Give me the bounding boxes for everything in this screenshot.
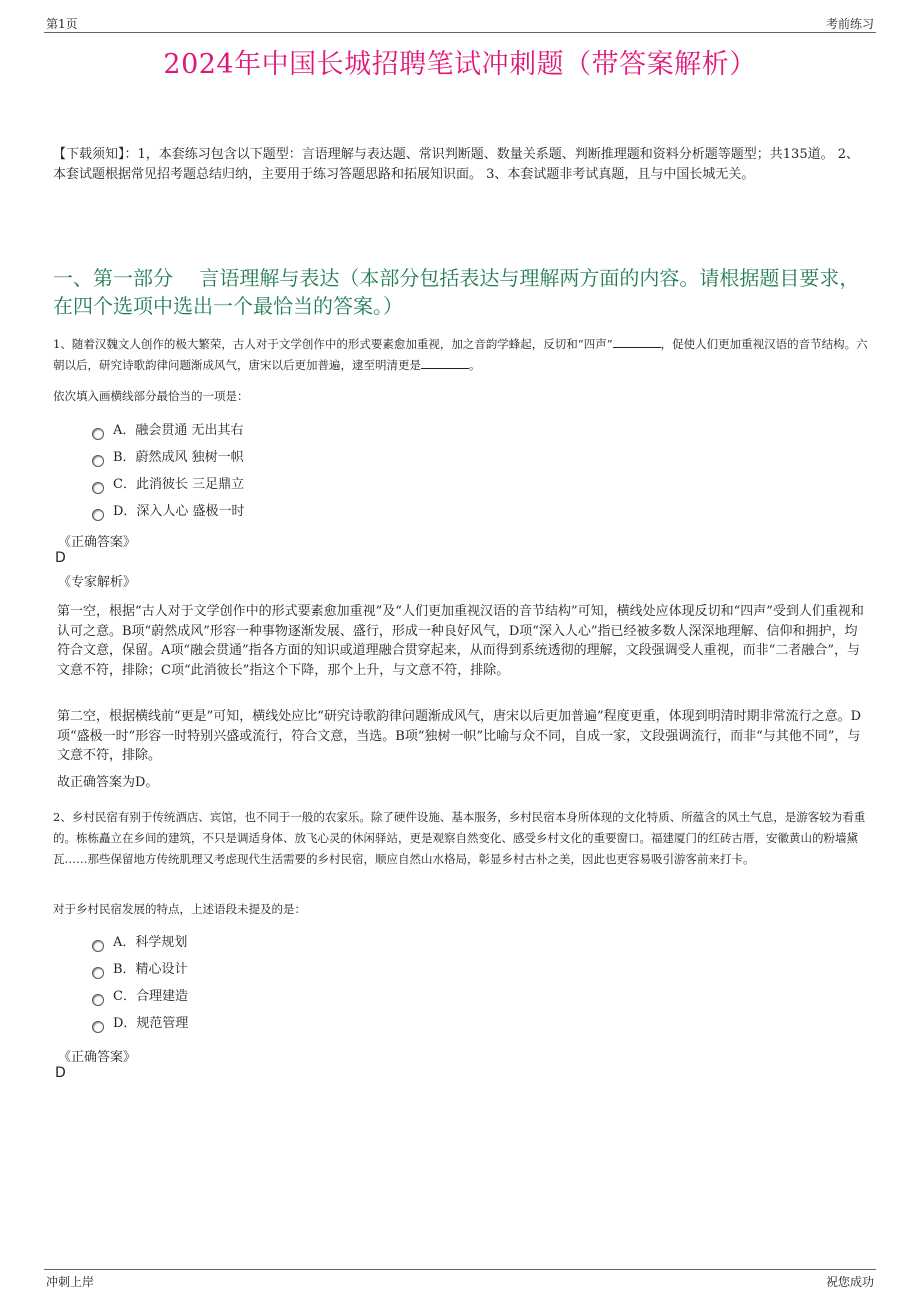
analysis-conclusion: 故正确答案为D。 <box>57 775 159 790</box>
radio-icon[interactable] <box>92 428 104 440</box>
footer-right: 祝您成功 <box>825 1275 874 1289</box>
radio-icon[interactable] <box>92 967 104 979</box>
radio-icon[interactable] <box>92 1021 104 1033</box>
correct-answer: D <box>55 550 66 566</box>
radio-icon[interactable] <box>92 994 104 1006</box>
fill-blank <box>421 356 469 369</box>
question-2-text: 2、乡村民宿有别于传统酒店、宾馆，也不同于一般的农家乐。除了硬件设施、基本服务，乡村民宿本身所体现的文化特质、所蕴含的风土气息，是游客较为看重的。栋栋矗立在乡间的建筑，不只是调适身体、放飞心灵的休闲驿站，更是观察自然变化、感受乡村文化的重要窗口。福建厦门的红砖古厝，安徽黄山的粉墙黛瓦……那些保留地方传统肌理又考虑现代生活需要的乡村民宿，顺应自然山水格局，彰显乡村古朴之美，因此也更容易吸引游客前来打卡。 <box>53 810 866 866</box>
footer-left: 冲刺上岸 <box>46 1275 95 1289</box>
question-1-prompt: 依次填入画横线部分最恰当的一项是： <box>53 389 249 403</box>
answer-tag: 《正确答案》 <box>58 1050 137 1065</box>
page-number: 第1页 <box>46 17 78 31</box>
radio-icon[interactable] <box>92 940 104 952</box>
answer-tag: 《正确答案》 <box>58 535 137 550</box>
header-category: 考前练习 <box>825 17 874 31</box>
download-notice: 【下载须知】：1，本套练习包含以下题型：言语理解与表达题、常识判断题、数量关系题、判断推理题和资料分析题等题型；共135道。 2、本套试题根据常见招考题总结归纳，主要用于练习答题思路和拓展知识面。 3、本套试题非考试真题，且与中国长城无关。 <box>53 147 859 182</box>
fill-blank <box>613 335 661 348</box>
document-title: 2024年中国长城招聘笔试冲刺题（带答案解析） <box>163 49 757 80</box>
section-heading: 一、第一部分 言语理解与表达（本部分包括表达与理解两方面的内容。请根据题目要求，在四个选项中选出一个最恰当的答案。） <box>53 266 860 318</box>
radio-icon[interactable] <box>92 455 104 467</box>
analysis-tag: 《专家解析》 <box>58 575 137 590</box>
analysis-paragraph-1: 第一空，根据“古人对于文学创作中的形式要素愈加重视”及“人们更加重视汉语的音节结构”可知，横线处应体现反切和“四声”受到人们重视和认可之意。B项“蔚然成风”形容一种事物逐渐发展、盛行，形成一种良好风气，D项“深入人心”指已经被多数人深深地理解、信仰和拥护，均符合文意，保留。A项“融会贯通”指各方面的知识或道理融合贯穿起来，从而得到系统透彻的理解，文段强调受人重视，而非“二者融合”，与文意不符，排除；C项“此消彼长”指这个下降，那个上升，与文意不符，排除。 <box>57 604 864 678</box>
radio-icon[interactable] <box>92 482 104 494</box>
correct-answer: D <box>55 1065 66 1081</box>
question-2-prompt: 对于乡村民宿发展的特点，上述语段未提及的是： <box>53 902 306 916</box>
page-footer <box>44 1269 876 1290</box>
radio-icon[interactable] <box>92 509 104 521</box>
question-1-text: 1、随着汉魏文人创作的极大繁荣，古人对于文学创作中的形式要素愈加重视，加之音韵学蜂起，反切和“四声” ，促使人们更加重视汉语的音节结构。六朝以后，研究诗歌韵律问题渐成风气，唐宋以后更加普遍，逮至明清更是 。 <box>53 337 868 372</box>
page-header <box>44 12 876 33</box>
analysis-paragraph-2: 第二空，根据横线前“更是”可知，横线处应比“研究诗歌韵律问题渐成风气，唐宋以后更加普遍”程度更重，体现到明清时期非常流行之意。D项“盛极一时”形容一时特别兴盛或流行，符合文意，当选。B项“独树一帜”比喻与众不同，自成一家，文段强调流行，而非“与其他不同”，与文意不符，排除。 <box>57 709 862 763</box>
